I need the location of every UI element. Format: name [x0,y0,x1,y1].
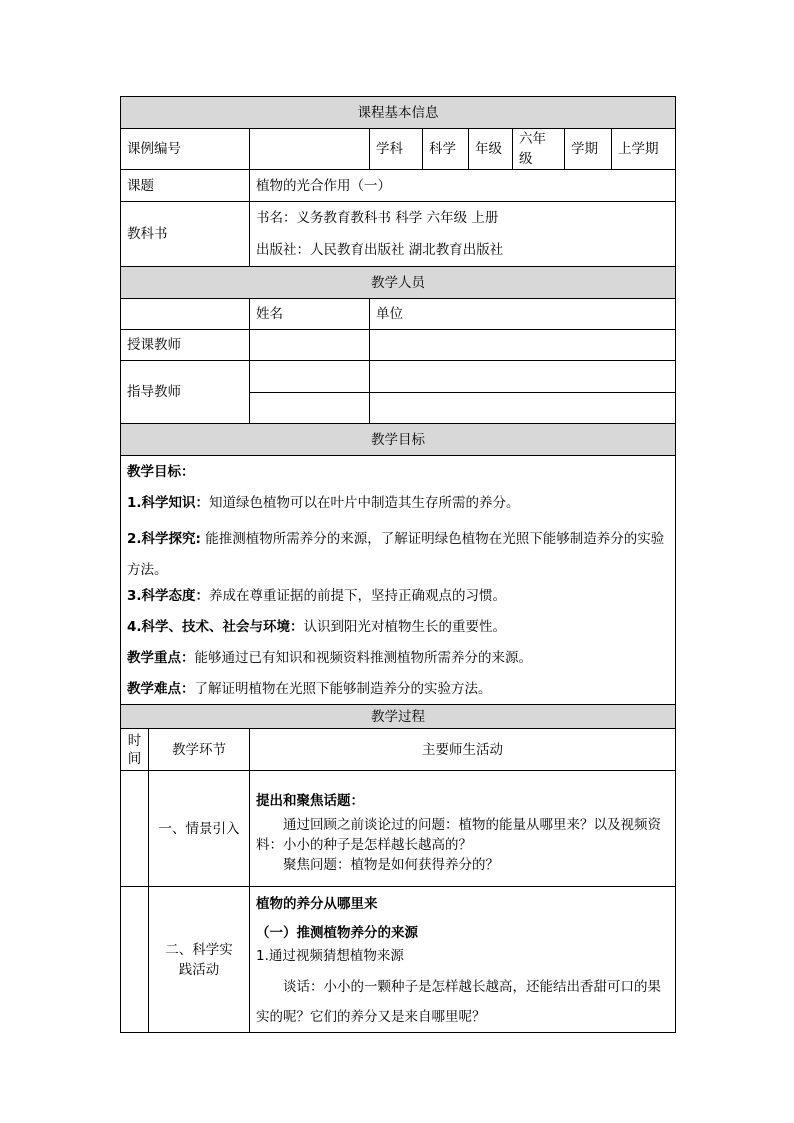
activity-2-title: 植物的养分从哪里来 [256,895,378,912]
grade-value: 六年级 [513,129,565,170]
topic-value: 植物的光合作用（一） [250,170,676,202]
grade-label: 年级 [469,129,513,170]
staff-blank-header [121,299,250,330]
textbook-publisher: 出版社：人民教育出版社 湖北教育出版社 [256,242,504,258]
activity-2 [250,887,676,1033]
time-cell-2 [121,887,149,1033]
goal-item-1: 1.科学知识：知道绿色植物可以在叶片中制造其生存所需的养分。 [127,495,520,511]
activity-1 [250,771,676,887]
activity-2-step: 1.通过视频猜想植物来源 [256,947,404,964]
activity-2-subtitle: （一）推测植物养分的来源 [256,924,418,941]
activity-2-p1: 谈话：小小的一颗种子是怎样越长越高，还能结出香甜可口的果实的呢？它们的养分又是来自哪里呢？ [256,978,661,1025]
staff-name-header: 姓名 [250,299,370,330]
activity-1-title: 提出和聚焦话题： [256,792,364,809]
subject-value: 科学 [423,129,469,170]
textbook-info [250,202,676,267]
goal-key-point: 教学重点：能够通过已有知识和视频资料推测植物所需养分的来源。 [127,650,532,666]
time-cell-1 [121,771,149,887]
section-process: 教学过程 [121,705,676,729]
activity-1-p1: 通过回顾之前谈论过的问题：植物的能量从哪里来？以及视频资料：小小的种子是怎样越长越高的？ [256,816,661,853]
goals-content [121,456,676,705]
textbook-label: 教科书 [121,202,250,267]
goal-item-2: 2.科学探究: 能推测植物所需养分的来源，了解证明绿色植物在光照下能够制造养分的实验方法。 [127,531,665,578]
mentor-unit-field-2[interactable] [370,393,676,424]
stage-2: 二、科学实践活动 [149,887,250,1033]
section-goals: 教学目标 [121,424,676,456]
stage-1: 一、情景引入 [149,771,250,887]
teacher-name-field[interactable] [250,330,370,361]
topic-label: 课题 [121,170,250,202]
textbook-book: 书名：义务教育教科书 科学 六年级 上册 [256,210,499,226]
time-header: 时间 [121,729,149,771]
goals-heading: 教学目标： [127,464,195,480]
term-label: 学期 [565,129,612,170]
section-staff: 教学人员 [121,267,676,299]
term-value: 上学期 [612,129,676,170]
activity-header: 主要师生活动 [250,729,676,771]
teacher-unit-field[interactable] [370,330,676,361]
goal-item-4: 4.科学、技术、社会与环境：认识到阳光对植物生长的重要性。 [127,619,507,635]
case-no-field[interactable] [250,129,370,170]
goal-item-3: 3.科学态度：养成在尊重证据的前提下，坚持正确观点的习惯。 [127,588,507,604]
section-basic-info: 课程基本信息 [121,97,676,129]
subject-label: 学科 [370,129,423,170]
goal-difficulty: 教学难点：了解证明植物在光照下能够制造养分的实验方法。 [127,681,492,697]
stage-header: 教学环节 [149,729,250,771]
mentor-name-field-2[interactable] [250,393,370,424]
mentor-label: 指导教师 [121,361,250,424]
teacher-label: 授课教师 [121,330,250,361]
staff-unit-header: 单位 [370,299,676,330]
mentor-unit-field-1[interactable] [370,361,676,393]
mentor-name-field-1[interactable] [250,361,370,393]
lesson-plan-table [120,96,676,1033]
case-no-label: 课例编号 [121,129,250,170]
activity-1-p2: 聚焦问题：植物是如何获得养分的？ [283,856,499,873]
